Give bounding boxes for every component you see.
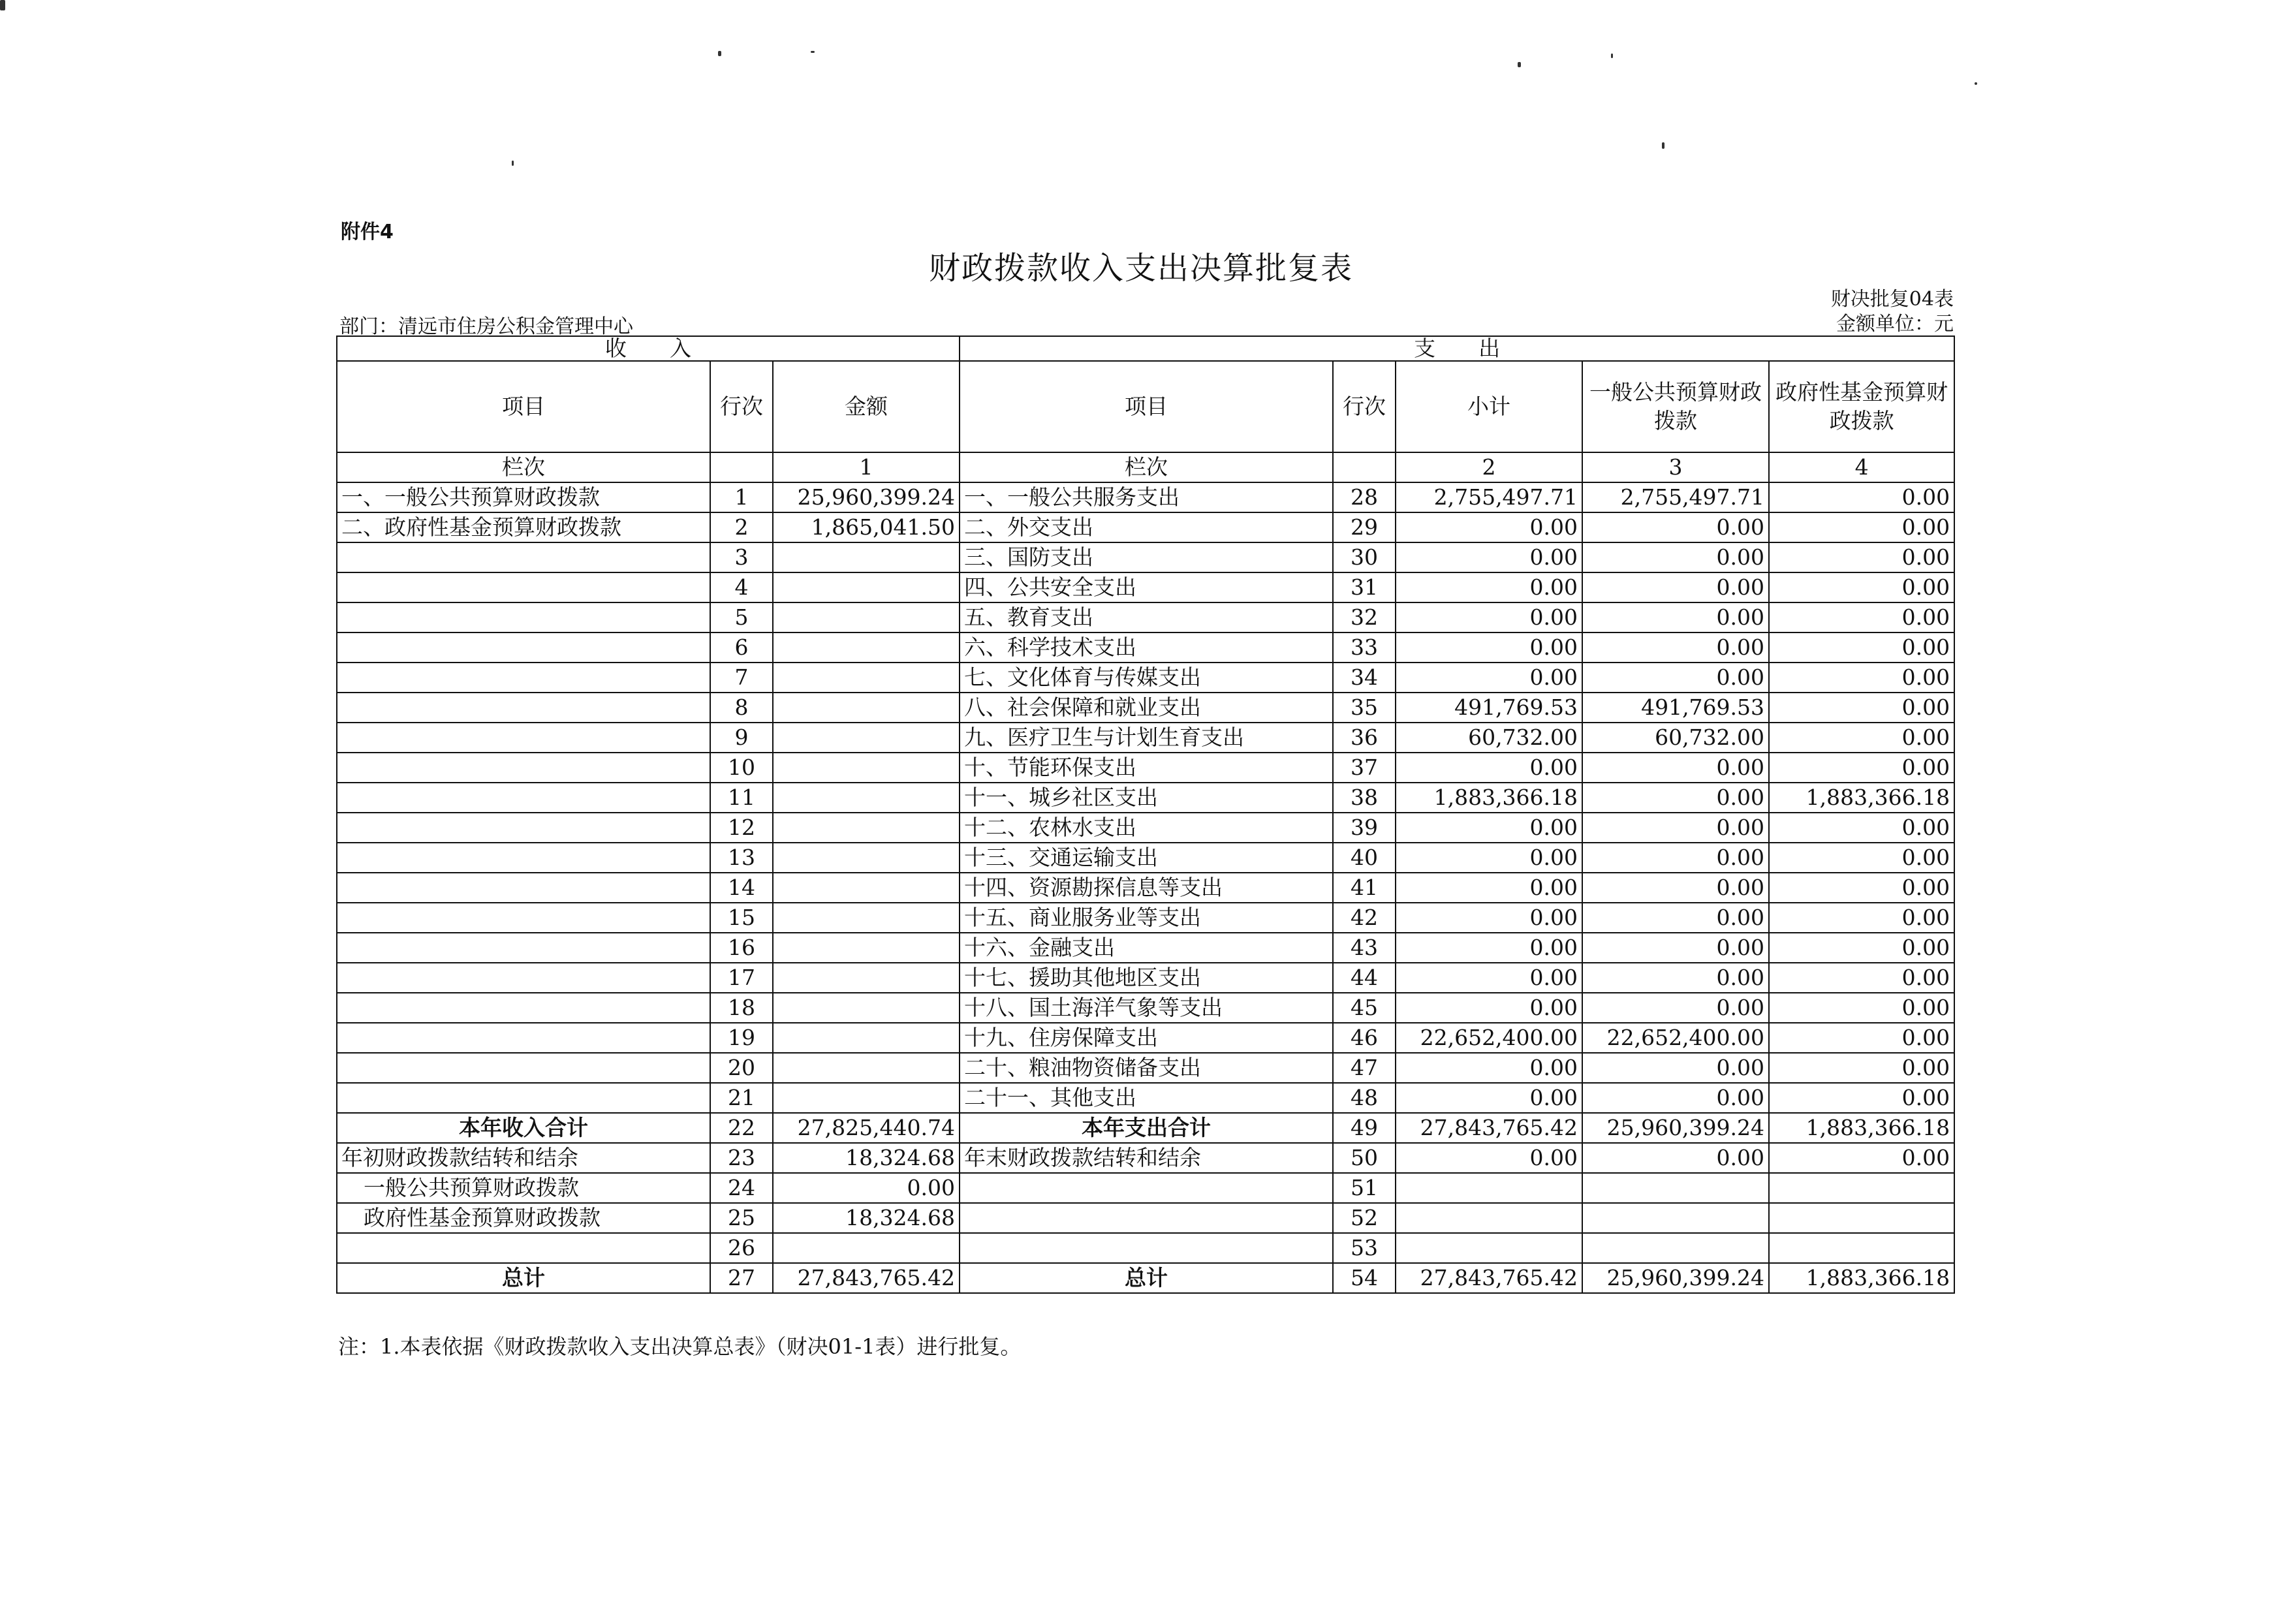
expense-row-no: 32 bbox=[1333, 602, 1396, 632]
expense-subtotal: 0.00 bbox=[1396, 602, 1582, 632]
expense-item: 十六、金融支出 bbox=[960, 933, 1333, 963]
expense-row-no: 41 bbox=[1333, 873, 1396, 903]
expense-fund: 0.00 bbox=[1769, 663, 1954, 693]
table-row bbox=[337, 843, 1954, 873]
expense-subtotal: 0.00 bbox=[1396, 813, 1582, 843]
income-item: 本年收入合计 bbox=[337, 1113, 710, 1143]
income-amount bbox=[773, 873, 960, 903]
income-item bbox=[337, 993, 710, 1023]
scan-speck bbox=[1662, 142, 1665, 149]
col-index-label: 栏次 bbox=[337, 452, 710, 482]
income-item bbox=[337, 663, 710, 693]
expense-row-no: 43 bbox=[1333, 933, 1396, 963]
col-index-4: 4 bbox=[1769, 452, 1954, 482]
expense-item: 年末财政拨款结转和结余 bbox=[960, 1143, 1333, 1173]
income-item bbox=[337, 632, 710, 663]
col-income-item: 项目 bbox=[337, 361, 710, 452]
table-row bbox=[337, 963, 1954, 993]
col-index-empty2 bbox=[1333, 452, 1396, 482]
expense-row-no: 50 bbox=[1333, 1143, 1396, 1173]
income-amount bbox=[773, 753, 960, 783]
expense-row-no: 44 bbox=[1333, 963, 1396, 993]
expense-item bbox=[960, 1173, 1333, 1203]
expense-subtotal: 0.00 bbox=[1396, 963, 1582, 993]
income-item: 一、一般公共预算财政拨款 bbox=[337, 482, 710, 512]
expense-fund: 0.00 bbox=[1769, 602, 1954, 632]
table-row bbox=[337, 1233, 1954, 1263]
table-row bbox=[337, 542, 1954, 572]
col-general-budget: 一般公共预算财政拨款 bbox=[1582, 361, 1769, 452]
expense-fund: 0.00 bbox=[1769, 482, 1954, 512]
income-item bbox=[337, 542, 710, 572]
table-row bbox=[337, 1263, 1954, 1293]
expense-fund: 1,883,366.18 bbox=[1769, 783, 1954, 813]
expense-fund: 0.00 bbox=[1769, 542, 1954, 572]
income-row-no: 9 bbox=[710, 723, 773, 753]
col-subtotal: 小计 bbox=[1396, 361, 1582, 452]
income-item: 总计 bbox=[337, 1263, 710, 1293]
expense-item: 四、公共安全支出 bbox=[960, 572, 1333, 602]
table-row bbox=[337, 482, 1954, 512]
expense-subtotal: 0.00 bbox=[1396, 873, 1582, 903]
expense-item: 一、一般公共服务支出 bbox=[960, 482, 1333, 512]
expense-fund: 0.00 bbox=[1769, 1023, 1954, 1053]
scan-speck bbox=[1518, 62, 1521, 67]
income-item: 政府性基金预算财政拨款 bbox=[337, 1203, 710, 1233]
expense-general: 25,960,399.24 bbox=[1582, 1263, 1769, 1293]
scan-speck bbox=[811, 51, 815, 53]
expense-fund: 1,883,366.18 bbox=[1769, 1263, 1954, 1293]
scan-speck bbox=[718, 51, 721, 56]
expense-row-no: 45 bbox=[1333, 993, 1396, 1023]
income-amount: 18,324.68 bbox=[773, 1203, 960, 1233]
expense-subtotal: 0.00 bbox=[1396, 1053, 1582, 1083]
expense-row-no: 37 bbox=[1333, 753, 1396, 783]
expense-general: 0.00 bbox=[1582, 572, 1769, 602]
income-item bbox=[337, 813, 710, 843]
expense-row-no: 35 bbox=[1333, 693, 1396, 723]
expense-item: 三、国防支出 bbox=[960, 542, 1333, 572]
income-item bbox=[337, 783, 710, 813]
expense-general bbox=[1582, 1203, 1769, 1233]
expense-row-no: 36 bbox=[1333, 723, 1396, 753]
expense-fund: 0.00 bbox=[1769, 813, 1954, 843]
table-row bbox=[337, 813, 1954, 843]
expense-fund: 0.00 bbox=[1769, 753, 1954, 783]
amount-unit: 金额单位：元 bbox=[1836, 313, 1954, 336]
income-amount bbox=[773, 572, 960, 602]
table-row bbox=[337, 993, 1954, 1023]
income-row-no: 15 bbox=[710, 903, 773, 933]
expense-item: 八、社会保障和就业支出 bbox=[960, 693, 1333, 723]
table-row bbox=[337, 512, 1954, 542]
table-row bbox=[337, 1173, 1954, 1203]
expense-subtotal: 0.00 bbox=[1396, 1083, 1582, 1113]
expense-item bbox=[960, 1233, 1333, 1263]
expense-general: 0.00 bbox=[1582, 1053, 1769, 1083]
expense-general: 0.00 bbox=[1582, 843, 1769, 873]
expense-fund: 0.00 bbox=[1769, 843, 1954, 873]
expense-general: 2,755,497.71 bbox=[1582, 482, 1769, 512]
expense-fund: 0.00 bbox=[1769, 512, 1954, 542]
expense-general: 0.00 bbox=[1582, 783, 1769, 813]
income-row-no: 12 bbox=[710, 813, 773, 843]
expense-general: 0.00 bbox=[1582, 873, 1769, 903]
table-row bbox=[337, 1203, 1954, 1233]
income-amount bbox=[773, 963, 960, 993]
income-amount bbox=[773, 693, 960, 723]
expense-subtotal: 0.00 bbox=[1396, 753, 1582, 783]
income-amount bbox=[773, 1053, 960, 1083]
expense-general bbox=[1582, 1173, 1769, 1203]
expense-fund: 0.00 bbox=[1769, 963, 1954, 993]
table-row bbox=[337, 783, 1954, 813]
expense-item: 十五、商业服务业等支出 bbox=[960, 903, 1333, 933]
income-header: 收 入 bbox=[337, 336, 960, 361]
expense-fund bbox=[1769, 1173, 1954, 1203]
scan-speck bbox=[0, 0, 5, 10]
table-row bbox=[337, 1083, 1954, 1113]
expense-row-no: 53 bbox=[1333, 1233, 1396, 1263]
expense-subtotal: 0.00 bbox=[1396, 933, 1582, 963]
expense-item: 十七、援助其他地区支出 bbox=[960, 963, 1333, 993]
expense-general: 0.00 bbox=[1582, 993, 1769, 1023]
expense-fund: 0.00 bbox=[1769, 572, 1954, 602]
income-row-no: 14 bbox=[710, 873, 773, 903]
expense-row-no: 33 bbox=[1333, 632, 1396, 663]
expense-item: 十、节能环保支出 bbox=[960, 753, 1333, 783]
income-amount bbox=[773, 632, 960, 663]
expense-subtotal bbox=[1396, 1173, 1582, 1203]
expense-general: 0.00 bbox=[1582, 903, 1769, 933]
income-item bbox=[337, 873, 710, 903]
expense-fund: 0.00 bbox=[1769, 993, 1954, 1023]
expense-fund: 0.00 bbox=[1769, 693, 1954, 723]
expense-subtotal: 0.00 bbox=[1396, 663, 1582, 693]
income-row-no: 3 bbox=[710, 542, 773, 572]
income-amount: 27,843,765.42 bbox=[773, 1263, 960, 1293]
scan-speck bbox=[1611, 54, 1613, 58]
income-amount bbox=[773, 933, 960, 963]
expense-fund: 0.00 bbox=[1769, 632, 1954, 663]
expense-row-no: 46 bbox=[1333, 1023, 1396, 1053]
col-income-rowno: 行次 bbox=[710, 361, 773, 452]
col-index-empty bbox=[710, 452, 773, 482]
scan-speck bbox=[512, 161, 514, 166]
income-row-no: 24 bbox=[710, 1173, 773, 1203]
expense-subtotal: 0.00 bbox=[1396, 542, 1582, 572]
income-row-no: 13 bbox=[710, 843, 773, 873]
income-amount bbox=[773, 993, 960, 1023]
expense-item: 六、科学技术支出 bbox=[960, 632, 1333, 663]
income-item bbox=[337, 753, 710, 783]
income-row-no: 23 bbox=[710, 1143, 773, 1173]
expense-general: 0.00 bbox=[1582, 663, 1769, 693]
income-item bbox=[337, 1053, 710, 1083]
income-item: 一般公共预算财政拨款 bbox=[337, 1173, 710, 1203]
income-row-no: 18 bbox=[710, 993, 773, 1023]
expense-fund: 0.00 bbox=[1769, 933, 1954, 963]
income-amount: 1,865,041.50 bbox=[773, 512, 960, 542]
expense-header: 支 出 bbox=[960, 336, 1954, 361]
income-row-no: 17 bbox=[710, 963, 773, 993]
expense-subtotal: 60,732.00 bbox=[1396, 723, 1582, 753]
footnote: 注：1.本表依据《财政拨款收入支出决算总表》（财决01-1表）进行批复。 bbox=[338, 1334, 1022, 1359]
expense-general: 0.00 bbox=[1582, 933, 1769, 963]
expense-row-no: 52 bbox=[1333, 1203, 1396, 1233]
expense-row-no: 28 bbox=[1333, 482, 1396, 512]
table-code: 财决批复04表 bbox=[1830, 288, 1954, 311]
income-amount bbox=[773, 813, 960, 843]
income-amount bbox=[773, 602, 960, 632]
expense-subtotal: 0.00 bbox=[1396, 903, 1582, 933]
expense-general: 60,732.00 bbox=[1582, 723, 1769, 753]
income-amount bbox=[773, 1083, 960, 1113]
income-amount bbox=[773, 783, 960, 813]
table-row bbox=[337, 1023, 1954, 1053]
expense-fund: 0.00 bbox=[1769, 1053, 1954, 1083]
col-expense-item: 项目 bbox=[960, 361, 1333, 452]
expense-fund: 0.00 bbox=[1769, 1143, 1954, 1173]
expense-row-no: 31 bbox=[1333, 572, 1396, 602]
expense-row-no: 48 bbox=[1333, 1083, 1396, 1113]
expense-fund: 0.00 bbox=[1769, 723, 1954, 753]
table-row bbox=[337, 873, 1954, 903]
table-row bbox=[337, 602, 1954, 632]
expense-subtotal: 2,755,497.71 bbox=[1396, 482, 1582, 512]
expense-fund: 0.00 bbox=[1769, 1083, 1954, 1113]
expense-general: 0.00 bbox=[1582, 632, 1769, 663]
income-row-no: 21 bbox=[710, 1083, 773, 1113]
income-amount: 0.00 bbox=[773, 1173, 960, 1203]
income-row-no: 19 bbox=[710, 1023, 773, 1053]
income-item bbox=[337, 602, 710, 632]
expense-row-no: 42 bbox=[1333, 903, 1396, 933]
income-row-no: 1 bbox=[710, 482, 773, 512]
income-item bbox=[337, 693, 710, 723]
expense-item: 十三、交通运输支出 bbox=[960, 843, 1333, 873]
income-item bbox=[337, 1083, 710, 1113]
department: 部门：清远市住房公积金管理中心 bbox=[339, 315, 633, 338]
expense-general: 0.00 bbox=[1582, 963, 1769, 993]
expense-general: 0.00 bbox=[1582, 602, 1769, 632]
income-item bbox=[337, 903, 710, 933]
income-amount bbox=[773, 542, 960, 572]
table-row bbox=[337, 723, 1954, 753]
expense-row-no: 29 bbox=[1333, 512, 1396, 542]
income-amount: 18,324.68 bbox=[773, 1143, 960, 1173]
expense-item: 二十、粮油物资储备支出 bbox=[960, 1053, 1333, 1083]
expense-item: 二、外交支出 bbox=[960, 512, 1333, 542]
table-row bbox=[337, 572, 1954, 602]
income-amount: 25,960,399.24 bbox=[773, 482, 960, 512]
expense-row-no: 39 bbox=[1333, 813, 1396, 843]
income-row-no: 10 bbox=[710, 753, 773, 783]
expense-fund: 0.00 bbox=[1769, 873, 1954, 903]
expense-subtotal bbox=[1396, 1233, 1582, 1263]
table-row bbox=[337, 632, 1954, 663]
expense-row-no: 38 bbox=[1333, 783, 1396, 813]
expense-subtotal: 0.00 bbox=[1396, 632, 1582, 663]
income-row-no: 4 bbox=[710, 572, 773, 602]
income-amount bbox=[773, 663, 960, 693]
expense-subtotal bbox=[1396, 1203, 1582, 1233]
expense-item: 总计 bbox=[960, 1263, 1333, 1293]
expense-general: 22,652,400.00 bbox=[1582, 1023, 1769, 1053]
income-item bbox=[337, 723, 710, 753]
income-item: 年初财政拨款结转和结余 bbox=[337, 1143, 710, 1173]
income-row-no: 11 bbox=[710, 783, 773, 813]
table-row bbox=[337, 1143, 1954, 1173]
expense-item: 十八、国土海洋气象等支出 bbox=[960, 993, 1333, 1023]
expense-row-no: 40 bbox=[1333, 843, 1396, 873]
expense-item: 本年支出合计 bbox=[960, 1113, 1333, 1143]
scan-speck bbox=[1975, 82, 1977, 85]
income-amount bbox=[773, 843, 960, 873]
col-index-2: 2 bbox=[1396, 452, 1582, 482]
expense-item: 十四、资源勘探信息等支出 bbox=[960, 873, 1333, 903]
expense-subtotal: 0.00 bbox=[1396, 572, 1582, 602]
income-row-no: 22 bbox=[710, 1113, 773, 1143]
appropriation-table bbox=[336, 336, 1955, 1294]
table-row bbox=[337, 1053, 1954, 1083]
col-fund-budget: 政府性基金预算财政拨款 bbox=[1769, 361, 1954, 452]
table-row bbox=[337, 693, 1954, 723]
income-item bbox=[337, 933, 710, 963]
expense-subtotal: 27,843,765.42 bbox=[1396, 1263, 1582, 1293]
income-amount bbox=[773, 1233, 960, 1263]
income-row-no: 26 bbox=[710, 1233, 773, 1263]
expense-row-no: 49 bbox=[1333, 1113, 1396, 1143]
expense-general: 0.00 bbox=[1582, 753, 1769, 783]
income-amount bbox=[773, 903, 960, 933]
expense-general bbox=[1582, 1233, 1769, 1263]
expense-subtotal: 1,883,366.18 bbox=[1396, 783, 1582, 813]
income-item bbox=[337, 1023, 710, 1053]
expense-general: 0.00 bbox=[1582, 1083, 1769, 1113]
income-amount bbox=[773, 1023, 960, 1053]
expense-subtotal: 491,769.53 bbox=[1396, 693, 1582, 723]
income-amount bbox=[773, 723, 960, 753]
income-amount: 27,825,440.74 bbox=[773, 1113, 960, 1143]
income-item bbox=[337, 1233, 710, 1263]
expense-subtotal: 0.00 bbox=[1396, 993, 1582, 1023]
income-row-no: 16 bbox=[710, 933, 773, 963]
expense-item: 十一、城乡社区支出 bbox=[960, 783, 1333, 813]
expense-general: 0.00 bbox=[1582, 813, 1769, 843]
table-row bbox=[337, 933, 1954, 963]
income-row-no: 5 bbox=[710, 602, 773, 632]
income-row-no: 25 bbox=[710, 1203, 773, 1233]
expense-subtotal: 0.00 bbox=[1396, 512, 1582, 542]
expense-subtotal: 0.00 bbox=[1396, 1143, 1582, 1173]
expense-item: 十二、农林水支出 bbox=[960, 813, 1333, 843]
expense-item: 二十一、其他支出 bbox=[960, 1083, 1333, 1113]
col-index-label2: 栏次 bbox=[960, 452, 1333, 482]
expense-row-no: 47 bbox=[1333, 1053, 1396, 1083]
table-row bbox=[337, 903, 1954, 933]
income-item: 二、政府性基金预算财政拨款 bbox=[337, 512, 710, 542]
expense-general: 0.00 bbox=[1582, 542, 1769, 572]
expense-row-no: 54 bbox=[1333, 1263, 1396, 1293]
expense-subtotal: 22,652,400.00 bbox=[1396, 1023, 1582, 1053]
expense-subtotal: 0.00 bbox=[1396, 843, 1582, 873]
income-row-no: 20 bbox=[710, 1053, 773, 1083]
table-row bbox=[337, 663, 1954, 693]
income-row-no: 6 bbox=[710, 632, 773, 663]
expense-general: 491,769.53 bbox=[1582, 693, 1769, 723]
expense-item: 九、医疗卫生与计划生育支出 bbox=[960, 723, 1333, 753]
expense-general: 0.00 bbox=[1582, 1143, 1769, 1173]
annex-label: 附件4 bbox=[341, 221, 394, 243]
col-expense-rowno: 行次 bbox=[1333, 361, 1396, 452]
expense-fund: 0.00 bbox=[1769, 903, 1954, 933]
income-item bbox=[337, 963, 710, 993]
expense-fund: 1,883,366.18 bbox=[1769, 1113, 1954, 1143]
expense-item: 五、教育支出 bbox=[960, 602, 1333, 632]
page-title: 财政拨款收入支出决算批复表 bbox=[928, 250, 1353, 287]
income-item bbox=[337, 572, 710, 602]
expense-item bbox=[960, 1203, 1333, 1233]
expense-subtotal: 27,843,765.42 bbox=[1396, 1113, 1582, 1143]
expense-item: 十九、住房保障支出 bbox=[960, 1023, 1333, 1053]
expense-general: 0.00 bbox=[1582, 512, 1769, 542]
income-item bbox=[337, 843, 710, 873]
expense-fund bbox=[1769, 1233, 1954, 1263]
income-row-no: 27 bbox=[710, 1263, 773, 1293]
table-row bbox=[337, 753, 1954, 783]
expense-row-no: 30 bbox=[1333, 542, 1396, 572]
expense-row-no: 34 bbox=[1333, 663, 1396, 693]
table-row bbox=[337, 1113, 1954, 1143]
income-row-no: 2 bbox=[710, 512, 773, 542]
col-income-amount: 金额 bbox=[773, 361, 960, 452]
expense-item: 七、文化体育与传媒支出 bbox=[960, 663, 1333, 693]
col-index-3: 3 bbox=[1582, 452, 1769, 482]
income-row-no: 7 bbox=[710, 663, 773, 693]
col-index-1: 1 bbox=[773, 452, 960, 482]
expense-general: 25,960,399.24 bbox=[1582, 1113, 1769, 1143]
income-row-no: 8 bbox=[710, 693, 773, 723]
expense-row-no: 51 bbox=[1333, 1173, 1396, 1203]
expense-fund bbox=[1769, 1203, 1954, 1233]
